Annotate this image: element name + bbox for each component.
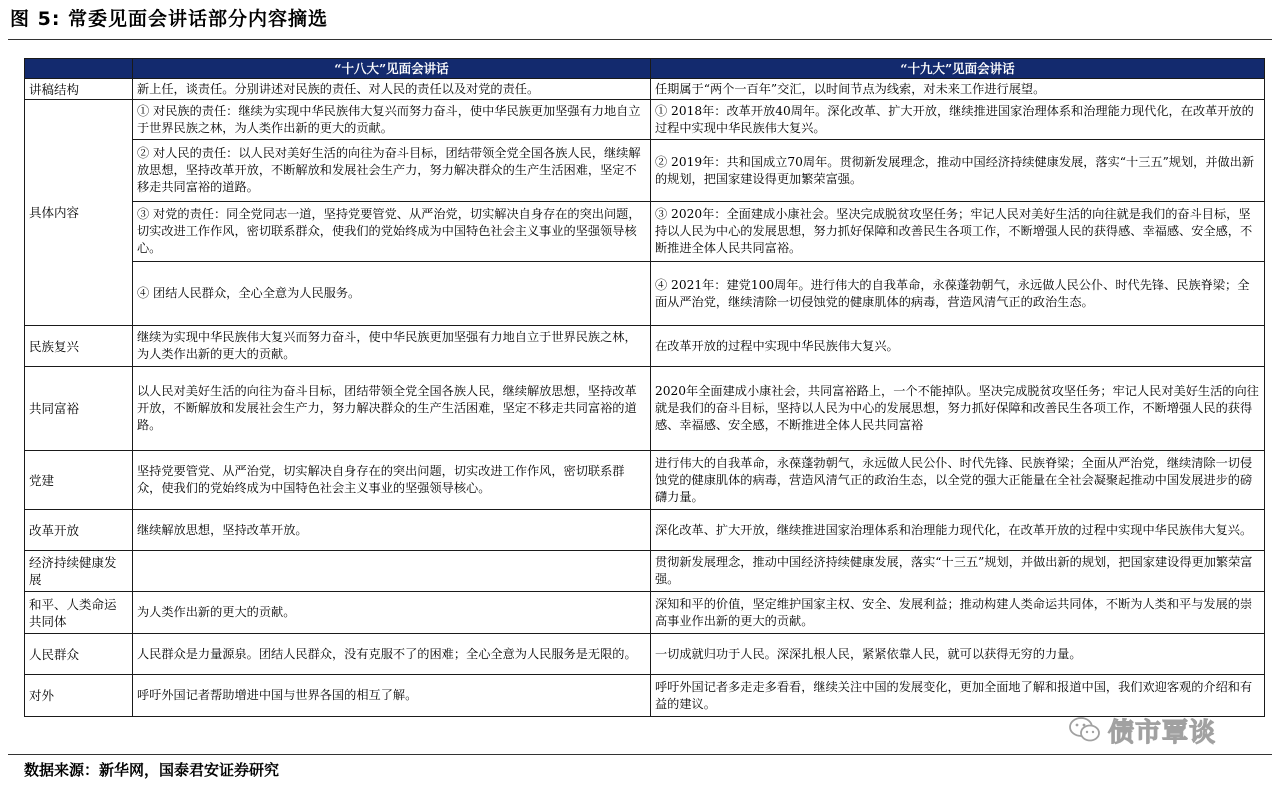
- header-blank: [25, 59, 133, 79]
- row-label: 对外: [25, 675, 133, 717]
- cell-19th: 深知和平的价值，坚定维护国家主权、安全、发展利益；推动构建人类命运共同体，不断为人类和平与发展的崇高事业作出新的更大的贡献。: [651, 592, 1265, 634]
- row-label: 党建: [25, 451, 133, 510]
- table-row: [25, 326, 1265, 367]
- cell-19th: 呼吁外国记者多走走多看看，继续关注中国的发展变化，更加全面地了解和报道中国，我们欢迎客观的介绍和有益的建议。: [651, 675, 1265, 717]
- cell-19th: ② 2019年：共和国成立70周年。贯彻新发展理念，推动中国经济持续健康发展，落实“十三五”规划，并做出新的规划，把国家建设得更加繁荣富强。: [651, 140, 1265, 202]
- cell-18th: 继续为实现中华民族伟大复兴而努力奋斗，使中华民族更加坚强有力地自立于世界民族之林，为人类作出新的更大的贡献。: [133, 326, 651, 367]
- row-label: 经济持续健康发展: [25, 551, 133, 592]
- cell-18th: 呼吁外国记者帮助增进中国与世界各国的相互了解。: [133, 675, 651, 717]
- cell-18th: 坚持党要管党、从严治党，切实解决自身存在的突出问题，切实改进工作作风，密切联系群众，使我们的党始终成为中国特色社会主义事业的坚强领导核心。: [133, 451, 651, 510]
- cell-18th: [133, 551, 651, 592]
- table-row: [25, 592, 1265, 634]
- cell-19th: 深化改革、扩大开放，继续推进国家治理体系和治理能力现代化，在改革开放的过程中实现中华民族伟大复兴。: [651, 510, 1265, 551]
- table-header-row: [25, 59, 1265, 79]
- cell-18th: 继续解放思想，坚持改革开放。: [133, 510, 651, 551]
- cell-18th: 以人民对美好生活的向往为奋斗目标，团结带领全党全国各族人民，继续解放思想，坚持改革开放，不断解放和发展社会生产力，努力解决群众的生产生活困难，坚定不移走共同富裕的道路。: [133, 367, 651, 451]
- table-row: [25, 451, 1265, 510]
- table-row: [25, 100, 1265, 140]
- header-18th: “十八大”见面会讲话: [133, 59, 651, 79]
- cell-18th: ① 对民族的责任：继续为实现中华民族伟大复兴而努力奋斗，使中华民族更加坚强有力地自立于世界民族之林，为人类作出新的更大的贡献。: [133, 100, 651, 140]
- cell-18th: ④ 团结人民群众，全心全意为人民服务。: [133, 262, 651, 326]
- watermark: [1068, 712, 1216, 748]
- cell-19th: 进行伟大的自我革命，永葆蓬勃朝气，永远做人民公仆、时代先锋、民族脊梁；全面从严治党，继续清除一切侵蚀党的健康肌体的病毒，营造风清气正的政治生态，以全党的强大正能量在全社会凝聚起推动中国发展进步的磅礴力量。: [651, 451, 1265, 510]
- row-label: 民族复兴: [25, 326, 133, 367]
- comparison-table: [24, 58, 1265, 717]
- cell-19th: 2020年全面建成小康社会，共同富裕路上，一个不能掉队。坚决完成脱贫攻坚任务；牢记人民对美好生活的向往就是我们的奋斗目标，坚持以人民为中心的发展思想，努力抓好保障和改善民生各项工作，不断增强人民的获得感、幸福感、安全感，不断推进全体人民共同富裕: [651, 367, 1265, 451]
- row-label: 改革开放: [25, 510, 133, 551]
- cell-18th: 新上任，谈责任。分别讲述对民族的责任、对人民的责任以及对党的责任。: [133, 79, 651, 100]
- data-source: 数据来源：新华网，国泰君安证券研究: [24, 761, 280, 779]
- table-row: [25, 367, 1265, 451]
- table-row: [25, 634, 1265, 675]
- cell-19th: 在改革开放的过程中实现中华民族伟大复兴。: [651, 326, 1265, 367]
- table-row: [25, 79, 1265, 100]
- row-label: 人民群众: [25, 634, 133, 675]
- figure-title: 图 5: 常委见面会讲话部分内容摘选: [10, 8, 329, 30]
- cell-18th: 人民群众是力量源泉。团结人民群众，没有克服不了的困难；全心全意为人民服务是无限的。: [133, 634, 651, 675]
- cell-19th: 贯彻新发展理念，推动中国经济持续健康发展，落实“十三五”规划，并做出新的规划，把国家建设得更加繁荣富强。: [651, 551, 1265, 592]
- row-label: 共同富裕: [25, 367, 133, 451]
- row-label: 和平、人类命运共同体: [25, 592, 133, 634]
- cell-18th: ② 对人民的责任：以人民对美好生活的向往为奋斗目标，团结带领全党全国各族人民，继续解放思想，坚持改革开放，不断解放和发展社会生产力，努力解决群众的生产生活困难，坚定不移走共同富裕的道路。: [133, 140, 651, 202]
- cell-18th: 为人类作出新的更大的贡献。: [133, 592, 651, 634]
- bottom-rule: [8, 754, 1272, 755]
- cell-19th: 任期属于“两个一百年”交汇，以时间节点为线索，对未来工作进行展望。: [651, 79, 1265, 100]
- row-label: 具体内容: [25, 100, 133, 326]
- top-rule: [8, 39, 1272, 40]
- cell-18th: ③ 对党的责任：同全党同志一道，坚持党要管党、从严治党，切实解决自身存在的突出问题，切实改进工作作风，密切联系群众，使我们的党始终成为中国特色社会主义事业的坚强领导核心。: [133, 202, 651, 262]
- cell-19th: ① 2018年：改革开放40周年。深化改革、扩大开放，继续推进国家治理体系和治理能力现代化，在改革开放的过程中实现中华民族伟大复兴。: [651, 100, 1265, 140]
- header-19th: “十九大”见面会讲话: [651, 59, 1265, 79]
- table-row: [25, 675, 1265, 717]
- wechat-icon: [1068, 715, 1102, 745]
- table-row: [25, 140, 1265, 202]
- cell-19th: ④ 2021年：建党100周年。进行伟大的自我革命，永葆蓬勃朝气，永远做人民公仆、时代先锋、民族脊梁；全面从严治党，继续清除一切侵蚀党的健康肌体的病毒，营造风清气正的政治生态。: [651, 262, 1265, 326]
- table-row: [25, 262, 1265, 326]
- cell-19th: ③ 2020年：全面建成小康社会。坚决完成脱贫攻坚任务；牢记人民对美好生活的向往就是我们的奋斗目标，坚持以人民为中心的发展思想，努力抓好保障和改善民生各项工作，不断增强人民的获得感、幸福感、安全感，不断推进全体人民共同富裕。: [651, 202, 1265, 262]
- cell-19th: 一切成就归功于人民。深深扎根人民，紧紧依靠人民，就可以获得无穷的力量。: [651, 634, 1265, 675]
- watermark-text: 债市覃谈: [1108, 717, 1217, 748]
- table-row: [25, 551, 1265, 592]
- table-row: [25, 202, 1265, 262]
- table-row: [25, 510, 1265, 551]
- row-label: 讲稿结构: [25, 79, 133, 100]
